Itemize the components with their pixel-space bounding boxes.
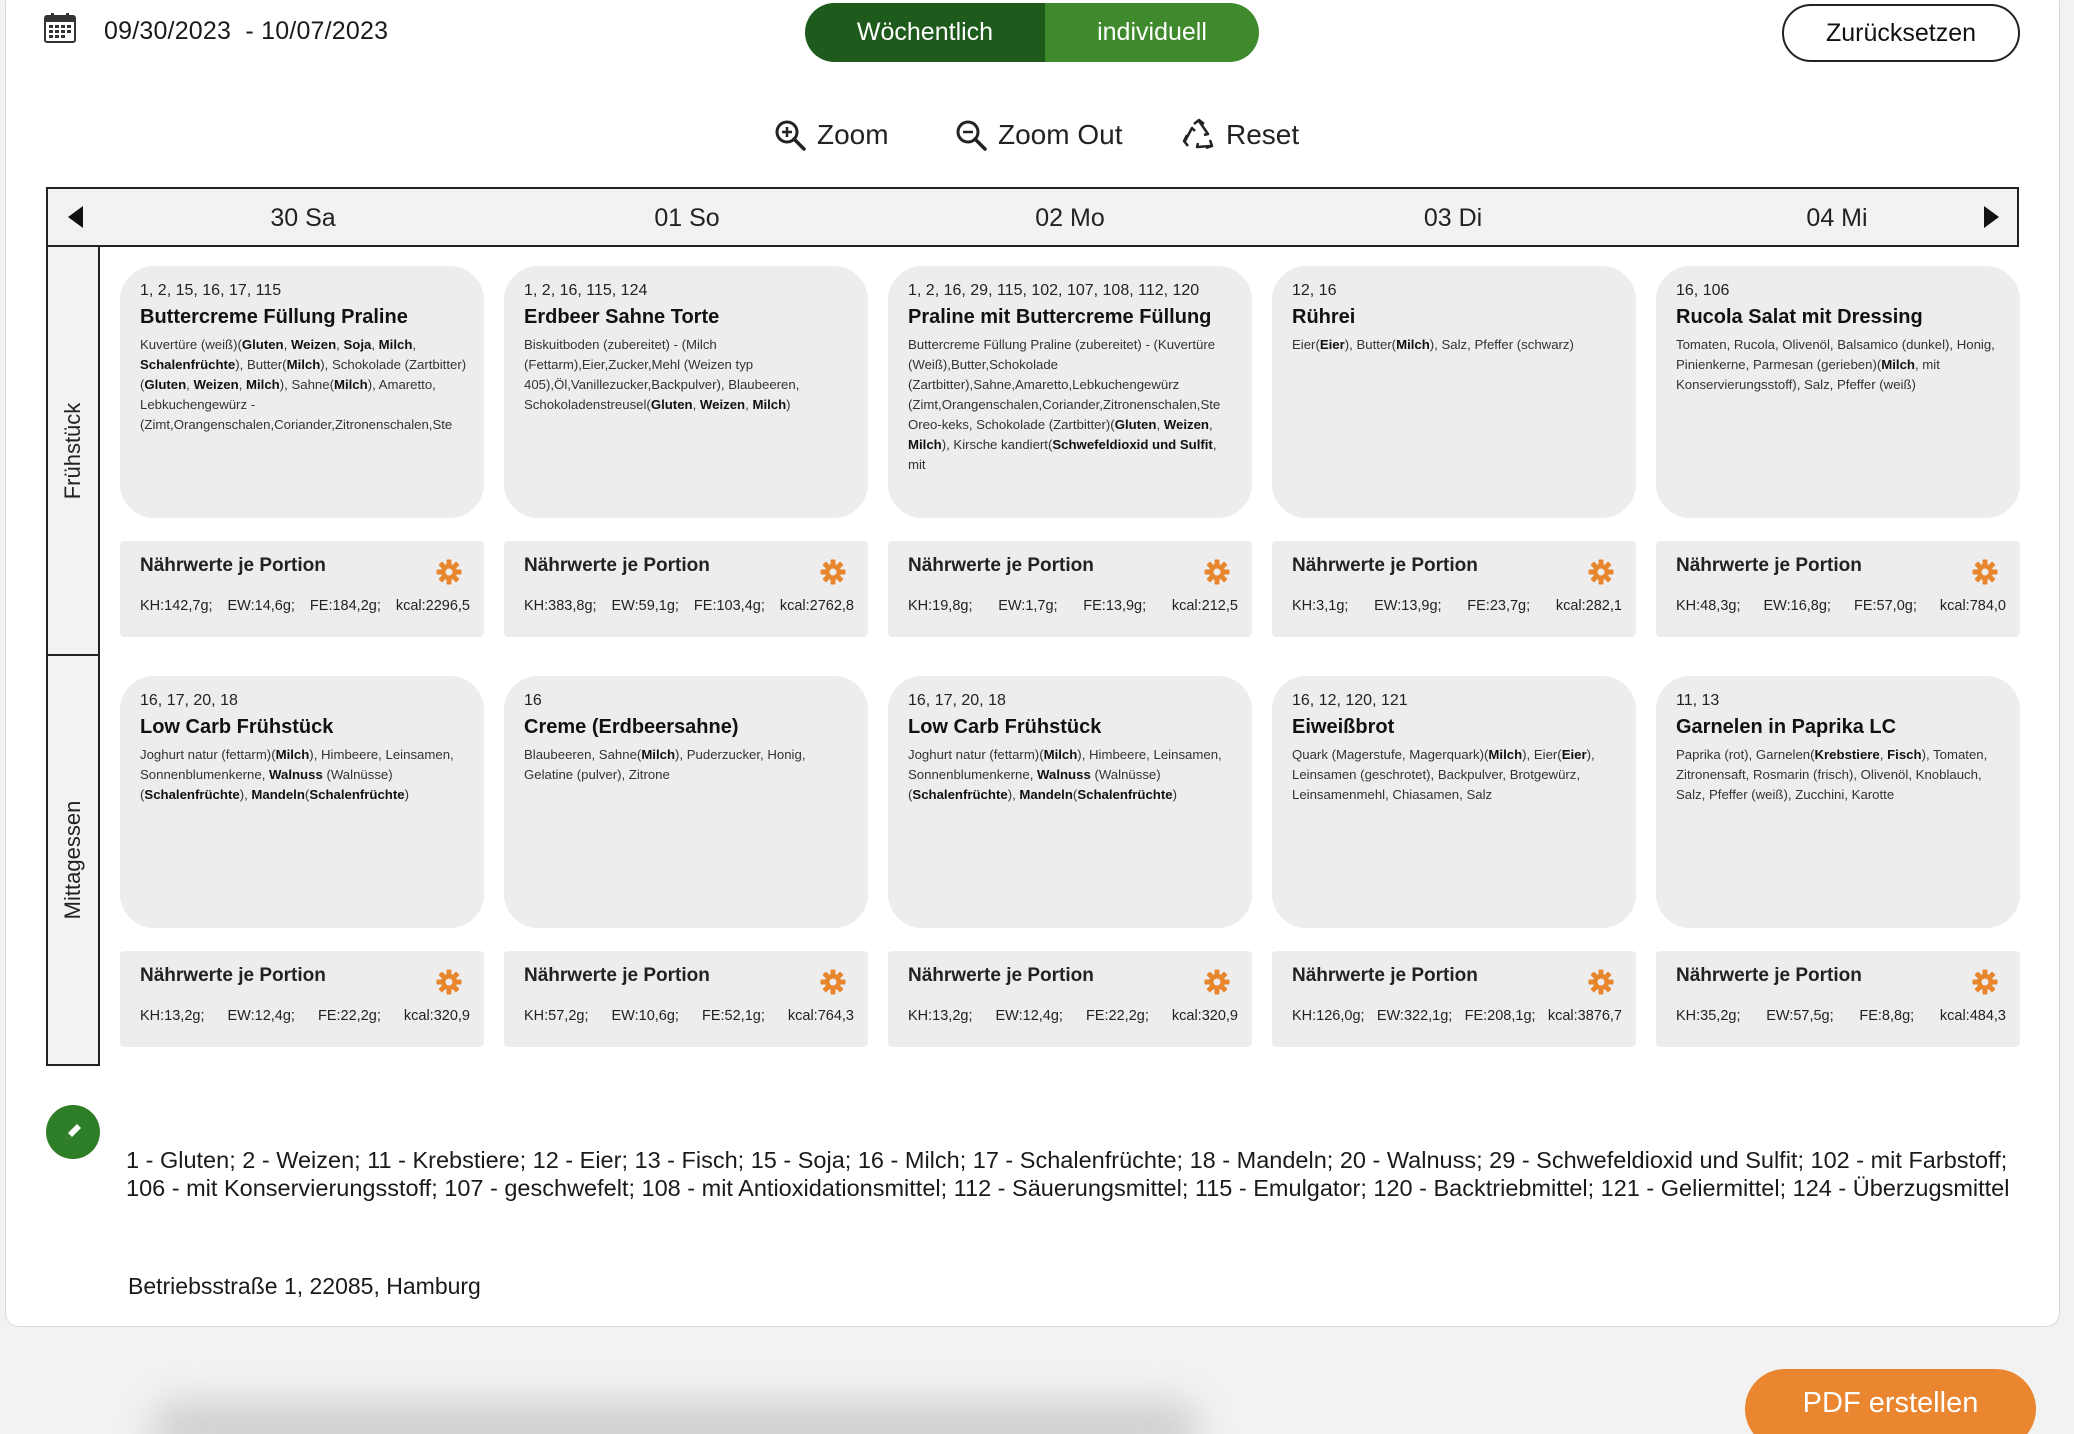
fat-value: FE:57,0g; [1853,598,1917,614]
carbs-value: KH:48,3g; [1676,598,1741,614]
meal-ingredients: Biskuitboden (zubereitet) - (Milch (Fettarm),Eier,Zucker,Mehl (Weizen typ 405),Öl,Vanillezucker,Backpulver), Blaubeeren, Schokoladenstreusel(Gluten, Weizen, Milch) [524,337,800,412]
fat-value: FE:22,2g; [1085,1008,1149,1024]
allergen-codes: 16, 17, 20, 18 [908,692,1006,709]
day-label: 30 Sa [270,204,336,232]
zoom-out-icon [954,118,988,152]
bottom-shadow [150,1400,1200,1434]
allergen-codes: 1, 2, 16, 115, 124 [524,282,648,299]
nutrition-values [1292,1008,1622,1024]
nutrition-panel [120,541,484,637]
fat-value: FE:22,2g; [317,1008,381,1024]
meal-title: Low Carb Frühstück [140,716,334,738]
meal-ingredients: Joghurt natur (fettarm)(Milch), Himbeere, Leinsamen, Sonnenblumenkerne, Walnuss (Walnüsse)(Schalenfrüchte), Mandeln(Schalenfrüchte) [140,747,454,802]
meal-title: Eiweißbrot [1292,716,1395,738]
protein-value: EW:57,5g; [1766,1008,1834,1024]
nutrition-title: Nährwerte je Portion [1292,965,1478,986]
nutrition-values [1292,598,1622,614]
nutrition-title: Nährwerte je Portion [908,965,1094,986]
protein-value: EW:12,4g; [995,1008,1063,1024]
allergen-codes: 16 [524,692,542,709]
day-label: 04 Mi [1806,204,1868,232]
nutrition-values [1676,598,2006,614]
protein-value: EW:16,8g; [1763,598,1831,614]
gear-icon[interactable] [436,969,462,995]
zoom-in-icon [773,118,807,152]
meal-card[interactable] [1656,266,2020,518]
meal-title: Erdbeer Sahne Torte [524,306,720,328]
zoom-out-button[interactable] [954,118,1122,152]
carbs-value: KH:383,8g; [524,598,597,614]
calendar-icon[interactable] [44,13,76,43]
pdf-button[interactable]: PDF erstellen [1745,1369,2036,1434]
kcal-value: kcal:212,5 [1171,598,1238,614]
meal-ingredients: Kuvertüre (weiß)(Gluten, Weizen, Soja, Milch, Schalenfrüchte), Butter(Milch), Schokolade (Zartbitter)(Gluten, Weizen, Milch), Sahne(Milch), Amaretto, Lebkuchengewürz - (Zimt,Orangenschalen,Coriander,Zitronenschalen,Ste [140,337,467,432]
nutrition-values [140,598,470,614]
zoom-out-label: Zoom Out [998,119,1123,150]
pencil-icon [62,1121,84,1143]
kcal-value: kcal:320,9 [1171,1008,1238,1024]
fat-value: FE:184,2g; [309,598,381,614]
gear-icon[interactable] [1204,969,1230,995]
toggle-custom[interactable]: individuell [1045,3,1259,62]
address: Betriebsstraße 1, 22085, Hamburg [128,1273,481,1299]
date-range[interactable]: 09/30/2023 - 10/07/2023 [104,17,389,45]
nutrition-title: Nährwerte je Portion [524,965,710,986]
nutrition-panel [504,951,868,1047]
fat-value: FE:52,1g; [701,1008,765,1024]
nutrition-panel [888,951,1252,1047]
nutrition-title: Nährwerte je Portion [140,965,326,986]
gear-icon[interactable] [1972,559,1998,585]
protein-value: EW:59,1g; [611,598,679,614]
nutrition-panel [1272,541,1636,637]
kcal-value: kcal:2762,8 [779,598,854,614]
nutrition-panel [888,541,1252,637]
row-label-breakfast [46,247,100,656]
fat-value: FE:23,7g; [1467,598,1531,614]
nutrition-values [908,598,1238,614]
row-label-text: Frühstück [60,402,85,499]
nutrition-title: Nährwerte je Portion [524,555,710,576]
edit-legend-button[interactable] [46,1105,100,1159]
nutrition-title: Nährwerte je Portion [1676,965,1862,986]
meal-title: Rührei [1292,306,1356,328]
carbs-value: KH:13,2g; [140,1008,205,1024]
carbs-value: KH:57,2g; [524,1008,589,1024]
nutrition-panel [120,951,484,1047]
zoom-reset-button[interactable] [1182,118,1299,152]
row-label-lunch [46,656,100,1066]
gear-icon[interactable] [820,969,846,995]
gear-icon[interactable] [820,559,846,585]
fat-value: FE:103,4g; [693,598,765,614]
carbs-value: KH:19,8g; [908,598,973,614]
meal-title: Garnelen in Paprika LC [1676,716,1897,738]
day-header [46,187,2019,247]
fat-value: FE:208,1g; [1464,1008,1536,1024]
meal-ingredients: Blaubeeren, Sahne(Milch), Puderzucker, Honig, Gelatine (pulver), Zitrone [524,747,806,782]
nutrition-panel [1656,541,2020,637]
day-label: 03 Di [1423,204,1483,232]
meal-ingredients: Quark (Magerstufe, Magerquark)(Milch), Eier(Eier), Leinsamen (geschrotet), Backpulver, Brotgewürz, Leinsamenmehl, Chiasamen, Salz [1292,747,1595,802]
nutrition-values [908,1008,1238,1024]
meal-ingredients: Buttercreme Füllung Praline (zubereitet) - (Kuvertüre (Weiß),Butter,Schokolade (Zartbitter),Sahne,Amaretto,Lebkuchengewürz (Zimt,Orangenschalen,Coriander,Zitronenschalen,Ste Oreo-keks, Schokolade (Zartbitter)(Gluten, Weizen, Milch), Kirsche kandiert(Schwefeldioxid und Sulfit, mit [908,337,1221,472]
meal-card[interactable] [120,266,484,518]
zoom-in-button[interactable] [773,118,889,152]
kcal-value: kcal:484,3 [1939,1008,2006,1024]
nutrition-values [1676,1008,2006,1024]
gear-icon[interactable] [436,559,462,585]
carbs-value: KH:13,2g; [908,1008,973,1024]
meal-title: Rucola Salat mit Dressing [1676,306,1923,328]
carbs-value: KH:35,2g; [1676,1008,1741,1024]
fat-value: FE:8,8g; [1859,1008,1915,1024]
carbs-value: KH:142,7g; [140,598,213,614]
meal-card[interactable] [888,676,1252,928]
protein-value: EW:10,6g; [611,1008,679,1024]
kcal-value: kcal:3876,7 [1547,1008,1622,1024]
allergen-legend: 1 - Gluten; 2 - Weizen; 11 - Krebstiere; 12 - Eier; 13 - Fisch; 15 - Soja; 16 - Milch; 17 - Schalenfrüchte; 18 - Mandeln; 20 - Walnuss; 29 - Schwefeldioxid und Sulfit; 102 - mit Farbstoff; 106 - mit Konservierungsstoff; 107 - geschwefelt; 108 - mit Antioxidationsmittel; 112 - Säuerungsmittel; 115 - Emulgator; 120 - Backtriebmittel; 121 - Geliermittel; 124 - Überzugsmittel [126,1147,2010,1201]
allergen-codes: 16, 106 [1676,282,1730,299]
recycle-icon [1182,118,1216,152]
view-toggle [805,3,1259,62]
kcal-value: kcal:320,9 [403,1008,470,1024]
meal-card[interactable] [504,676,868,928]
meal-card[interactable] [120,676,484,928]
reset-button[interactable]: Zurücksetzen [1782,4,2020,62]
kcal-value: kcal:2296,5 [395,598,470,614]
meal-card[interactable] [888,266,1252,518]
toggle-weekly[interactable]: Wöchentlich [805,3,1045,62]
nutrition-title: Nährwerte je Portion [1292,555,1478,576]
meal-ingredients: Eier(Eier), Butter(Milch), Salz, Pfeffer (schwarz) [1292,337,1574,352]
allergen-codes: 1, 2, 15, 16, 17, 115 [140,282,282,299]
allergen-codes: 1, 2, 16, 29, 115, 102, 107, 108, 112, 120 [908,282,1200,299]
meal-ingredients: Paprika (rot), Garnelen(Krebstiere, Fisch), Tomaten, Zitronensaft, Rosmarin (frisch), Olivenöl, Knoblauch, Salz, Pfeffer (weiß), Zucchini, Karotte [1676,747,1988,802]
allergen-codes: 11, 13 [1676,692,1720,709]
kcal-value: kcal:784,0 [1939,598,2006,614]
protein-value: EW:14,6g; [227,598,295,614]
meal-card[interactable] [1272,676,1636,928]
nutrition-panel [1272,951,1636,1047]
protein-value: EW:1,7g; [998,598,1058,614]
next-week-icon[interactable] [1984,206,1999,228]
nutrition-panel [504,541,868,637]
gear-icon[interactable] [1588,559,1614,585]
meal-card[interactable] [504,266,868,518]
kcal-value: kcal:764,3 [787,1008,854,1024]
nutrition-values [524,1008,854,1024]
day-label: 02 Mo [1035,204,1105,232]
allergen-codes: 12, 16 [1292,282,1337,299]
protein-value: EW:12,4g; [227,1008,295,1024]
meal-title: Creme (Erdbeersahne) [524,716,739,738]
zoom-reset-label: Reset [1226,119,1300,150]
meal-title: Low Carb Frühstück [908,716,1102,738]
day-label: 01 So [654,204,720,232]
gear-icon[interactable] [1588,969,1614,995]
nutrition-panel [1656,951,2020,1047]
nutrition-title: Nährwerte je Portion [140,555,326,576]
fat-value: FE:13,9g; [1083,598,1147,614]
carbs-value: KH:3,1g; [1292,598,1349,614]
meal-title: Praline mit Buttercreme Füllung [908,306,1212,328]
nutrition-title: Nährwerte je Portion [908,555,1094,576]
zoom-in-label: Zoom [817,119,889,150]
carbs-value: KH:126,0g; [1292,1008,1365,1024]
nutrition-values [140,1008,470,1024]
row-label-text: Mittagessen [60,800,85,920]
meal-title: Buttercreme Füllung Praline [140,306,408,328]
meal-card[interactable] [1272,266,1636,518]
nutrition-title: Nährwerte je Portion [1676,555,1862,576]
nutrition-values [524,598,854,614]
allergen-codes: 16, 17, 20, 18 [140,692,238,709]
protein-value: EW:322,1g; [1376,1008,1453,1024]
gear-icon[interactable] [1204,559,1230,585]
kcal-value: kcal:282,1 [1555,598,1622,614]
meal-card[interactable] [1656,676,2020,928]
protein-value: EW:13,9g; [1374,598,1442,614]
meal-ingredients: Tomaten, Rucola, Olivenöl, Balsamico (dunkel), Honig, Pinienkerne, Parmesan (gerieben)(Milch, mit Konservierungsstoff), Salz, Pfeffer (weiß) [1676,337,1995,392]
prev-week-icon[interactable] [68,206,83,228]
gear-icon[interactable] [1972,969,1998,995]
meal-ingredients: Joghurt natur (fettarm)(Milch), Himbeere, Leinsamen, Sonnenblumenkerne, Walnuss (Walnüsse)(Schalenfrüchte), Mandeln(Schalenfrüchte) [908,747,1222,802]
allergen-codes: 16, 12, 120, 121 [1292,692,1408,709]
